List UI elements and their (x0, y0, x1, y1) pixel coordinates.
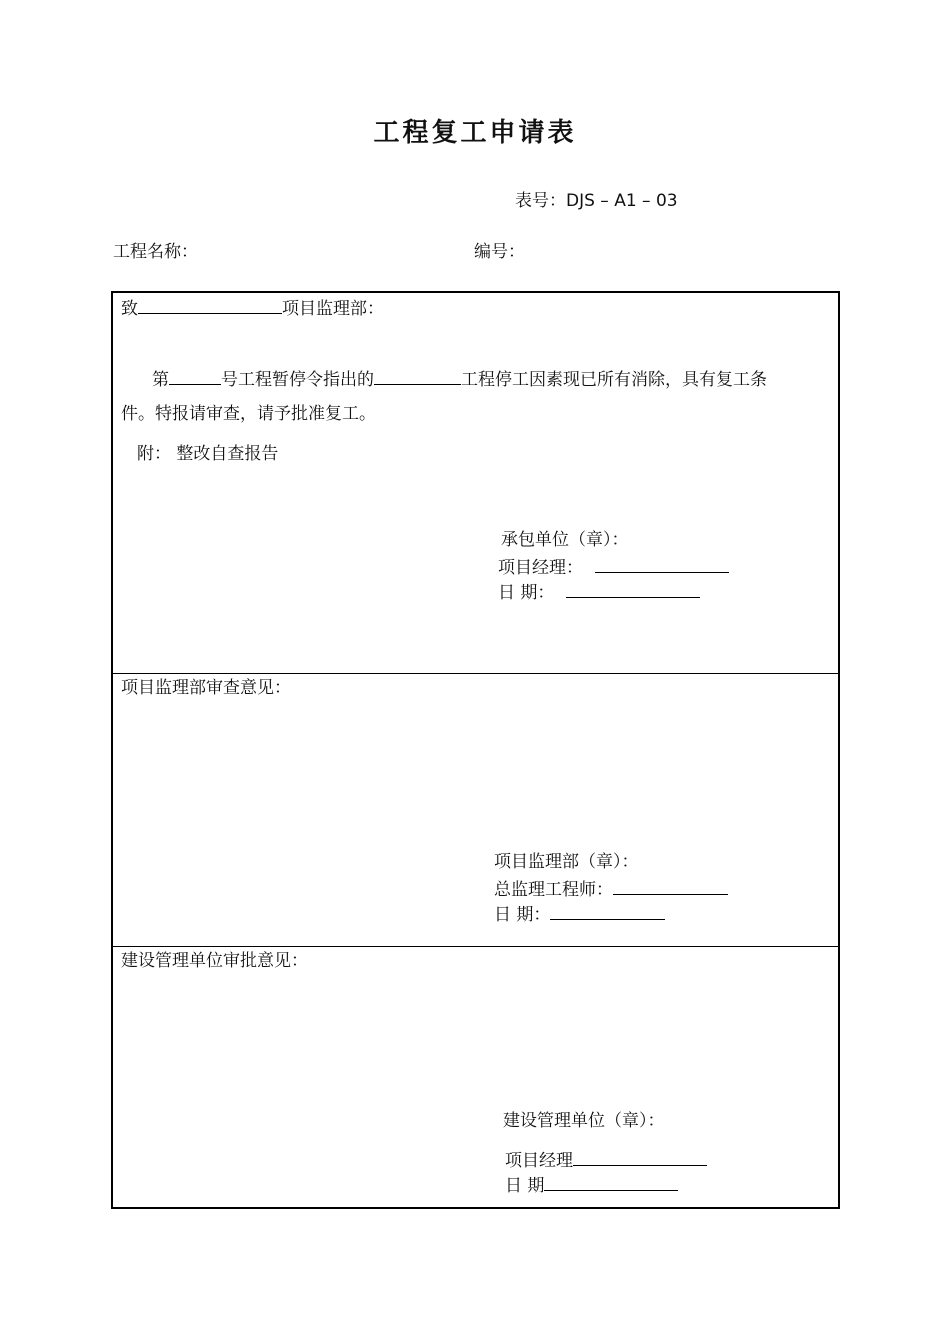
section-divider (111, 673, 840, 674)
request-line-2: 件。特报请审查，请予批准复工。 (121, 404, 376, 424)
supervision-seal-label: 项目监理部（章）： (494, 852, 639, 872)
owner-seal-label: 建设管理单位（章）： (503, 1111, 665, 1131)
date-blank[interactable] (544, 1175, 678, 1191)
request-line-1 (152, 369, 767, 389)
attachment-line: 附： 整改自查报告 (137, 444, 279, 464)
to-prefix: 致 (121, 299, 138, 319)
chief-engineer-line (494, 879, 728, 899)
chief-engineer-blank[interactable] (613, 879, 728, 895)
project-manager-blank[interactable] (595, 557, 729, 573)
text-segment: 工程停工因素现已所有消除，具有复工条 (461, 370, 767, 390)
date-line (494, 904, 665, 924)
page-title: 工程复工申请表 (373, 118, 577, 148)
project-manager-label: 项目经理 (505, 1151, 573, 1171)
date-label: 日 期 (505, 1176, 545, 1196)
date-line (498, 582, 700, 602)
text-segment: 号工程暂停令指出的 (221, 370, 374, 390)
date-line (505, 1175, 678, 1195)
project-blank[interactable] (374, 369, 461, 385)
date-blank[interactable] (550, 904, 665, 920)
text-segment: 第 (152, 370, 169, 390)
date-label: 日 期： (494, 905, 551, 925)
form-table (111, 291, 840, 1209)
form-number: 表号：DJS – A1 – 03 (515, 191, 678, 211)
date-blank[interactable] (566, 582, 700, 598)
project-name-label: 工程名称： (113, 242, 198, 262)
project-manager-line (498, 557, 729, 577)
date-label: 日 期： (498, 583, 555, 603)
addressee-blank[interactable] (138, 298, 282, 314)
supervision-heading: 项目监理部审查意见： (121, 678, 291, 698)
order-number-blank[interactable] (169, 369, 221, 385)
project-manager-blank[interactable] (573, 1150, 707, 1166)
contractor-seal-label: 承包单位（章）： (501, 530, 629, 550)
section-divider (111, 946, 840, 947)
serial-number-label: 编号： (474, 242, 525, 262)
chief-engineer-label: 总监理工程师： (494, 880, 613, 900)
to-suffix: 项目监理部： (282, 299, 384, 319)
project-manager-label: 项目经理： (498, 558, 583, 578)
addressee-line (121, 298, 384, 318)
owner-pm-line (505, 1150, 707, 1170)
owner-heading: 建设管理单位审批意见： (121, 951, 308, 971)
